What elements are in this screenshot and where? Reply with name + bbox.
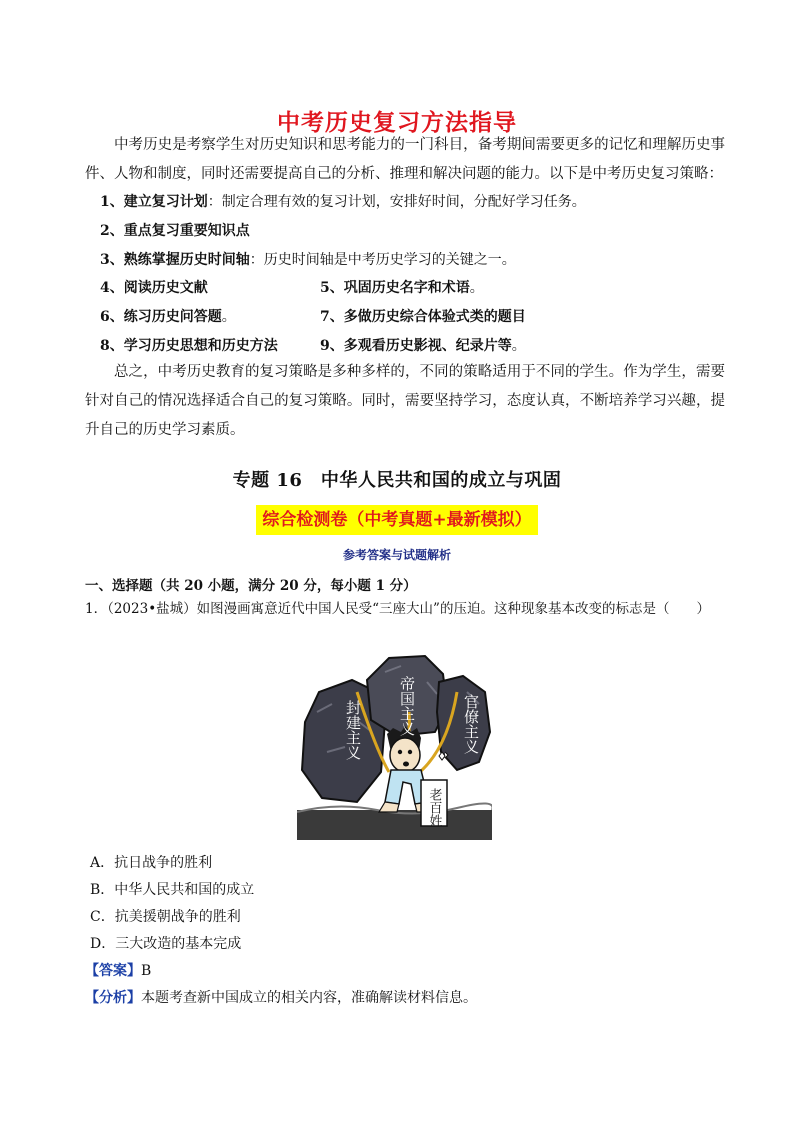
strategy-text: ：制定合理有效的复习计划，安排好时间，分配好学习任务。 bbox=[207, 194, 586, 210]
answer-line bbox=[85, 961, 151, 981]
strategy-2 bbox=[100, 221, 250, 241]
analysis-tag: 【分析】 bbox=[85, 990, 141, 1006]
option-c: C．抗美援朝战争的胜利 bbox=[90, 909, 241, 925]
strategy-3 bbox=[100, 250, 516, 270]
strategy-label: 2、重点复习重要知识点 bbox=[100, 223, 250, 239]
strategy-9 bbox=[320, 336, 526, 356]
strategy-label: 6、练习历史问答题 bbox=[100, 309, 222, 325]
strategy-label: 9、多观看历史影视、纪录片等 bbox=[320, 338, 512, 354]
analysis-text: 本题考查新中国成立的相关内容，准确解读材料信息。 bbox=[141, 990, 477, 1006]
option-a: A．抗日战争的胜利 bbox=[90, 855, 213, 871]
strategy-label: 1、建立复习计划 bbox=[100, 194, 208, 210]
strategy-label: 3、熟练掌握历史时间轴 bbox=[100, 252, 250, 268]
label-left: 封建主义 bbox=[344, 700, 362, 760]
strategy-1 bbox=[100, 192, 586, 212]
strategy-label: 7、多做历史综合体验式类的题目 bbox=[320, 309, 526, 325]
intro-paragraph: 中考历史是考察学生对历史知识和思考能力的一门科目，备考期间需要更多的记忆和理解历史事件、人物和制度，同时还需要提高自己的分析、推理和解决问题的能力。以下是中考历史复习策略： bbox=[85, 137, 725, 182]
summary-paragraph: 总之，中考历史教育的复习策略是多种多样的，不同的策略适用于不同的学生。作为学生，需要针对自己的情况选择适合自己的复习策略。同时，需要坚持学习，态度认真，不断培养学习兴趣，提升自己的历史学习素质。 bbox=[85, 364, 725, 438]
label-right: 官僚主义 bbox=[462, 694, 480, 754]
three-mountains-cartoon bbox=[297, 652, 492, 840]
strategy-7 bbox=[320, 307, 526, 327]
answer-tag: 【答案】 bbox=[85, 963, 141, 979]
strategy-text: ：历史时间轴是中考历史学习的关键之一。 bbox=[249, 252, 516, 268]
label-sign: 老百姓 bbox=[426, 788, 442, 827]
page-title: 中考历史复习方法指导 bbox=[277, 110, 517, 136]
strategy-text: 。 bbox=[221, 309, 236, 325]
strategy-text: 。 bbox=[511, 338, 526, 354]
question-1: 1．（2023•盐城）如图漫画寓意近代中国人民受“三座大山”的压迫。这种现象基本改变的标志是（ ） bbox=[85, 601, 710, 617]
label-middle: 帝国主义 bbox=[398, 676, 416, 736]
ground bbox=[297, 810, 492, 840]
option-d: D．三大改造的基本完成 bbox=[90, 936, 242, 952]
answer-subheading: 参考答案与试题解析 bbox=[342, 548, 451, 562]
strategy-5 bbox=[320, 278, 484, 298]
banner-row bbox=[0, 505, 794, 535]
strategy-6 bbox=[100, 307, 236, 327]
strategy-8 bbox=[100, 336, 278, 356]
strategy-text: 。 bbox=[469, 280, 484, 296]
strategy-label: 8、学习历史思想和历史方法 bbox=[100, 338, 278, 354]
section-heading: 一、选择题（共 20 小题，满分 20 分，每小题 1 分） bbox=[85, 578, 417, 594]
option-b: B．中华人民共和国的成立 bbox=[90, 882, 255, 898]
strategy-label: 5、巩固历史名字和术语 bbox=[320, 280, 470, 296]
strategy-label: 4、阅读历史文献 bbox=[100, 280, 208, 296]
strategy-4 bbox=[100, 278, 208, 298]
analysis-line bbox=[85, 988, 477, 1008]
topic-heading: 专题 16 中华人民共和国的成立与巩固 bbox=[232, 470, 562, 491]
answer-value: B bbox=[141, 963, 152, 979]
exam-banner: 综合检测卷（中考真题+最新模拟） bbox=[256, 505, 537, 535]
